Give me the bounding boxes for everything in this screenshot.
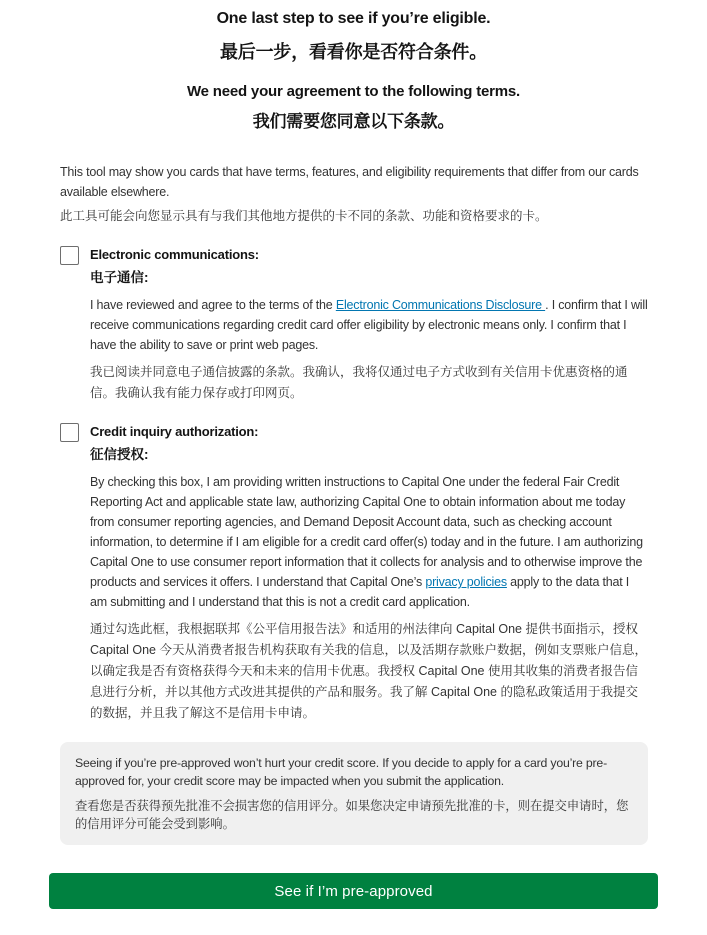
- notice-text-en: Seeing if you’re pre-approved won’t hurt your credit score. If you decide to apply for a card you’re pre-approved for, your credit score may be impacted when you submit the application.: [75, 756, 607, 788]
- page-subtitle-zh: 我们需要您同意以下条款。: [252, 112, 455, 131]
- credit-inquiry-term: [60, 422, 648, 724]
- credit-desc-before-link: By checking this box, I am providing written instructions to Capital One under the federal Fair Credit Reporting Act and applicable state law, authorizing Capital One to obtain information about me today from consumer reporting agencies, and Demand Deposit Account data, such as checking account information, to determine if I am eligible for a credit card offer(s) today and in the future. I am authorizing Capital One to use consumer report information that it collects for analysis and to otherwise improve the products and services it offers. I understand that Capital One’s: [90, 475, 643, 589]
- credit-inquiry-desc-zh: 通过勾选此框，我根据联邦《公平信用报告法》和适用的州法律向 Capital One 提供书面指示，授权 Capital One 今天从消费者报告机构获取有关我的信息，以及活期存款账户数据，例如支票账户信息，以确定我是否有资格获得今天和未来的信用卡优惠。我授权 Capital One 使用其收集的消费者报告信息进行分析，并以其他方式改进其提供的产品和服务。我了解 Capital One 的隐私政策适用于我提交的数据，并且我了解这不是信用卡申请。: [90, 622, 647, 720]
- electronic-communications-desc-zh: 我已阅读并同意电子通信披露的条款。我确认，我将仅通过电子方式收到有关信用卡优惠资格的通信。我确认我有能力保存或打印网页。: [90, 365, 628, 400]
- page-subtitle-en: We need your agreement to the following terms.: [186, 83, 521, 100]
- intro-text-en: This tool may show you cards that have terms, features, and eligibility requirements that differ from our cards available elsewhere.: [60, 165, 639, 199]
- electronic-communications-desc-en: [90, 295, 648, 355]
- electronic-communications-disclosure-link[interactable]: Electronic Communications Disclosure: [335, 298, 546, 312]
- credit-inquiry-checkbox[interactable]: [60, 423, 79, 442]
- electronic-desc-after-link: . I confirm that I will receive communications regarding credit card offer eligibility by electronic means only. I confirm that I have the ability to save or print web pages.: [90, 298, 648, 352]
- credit-inquiry-label-en: Credit inquiry authorization:: [90, 424, 259, 439]
- credit-inquiry-label-zh: 征信授权:: [90, 447, 149, 462]
- electronic-communications-label-en: Electronic communications:: [90, 247, 259, 262]
- intro-text-zh: 此工具可能会向您显示具有与我们其他地方提供的卡不同的条款、功能和资格要求的卡。: [60, 209, 548, 223]
- electronic-communications-term: [60, 245, 648, 404]
- terms-content: [0, 162, 707, 845]
- electronic-communications-label-zh: 电子通信:: [90, 270, 149, 285]
- credit-inquiry-desc-en: [90, 472, 648, 612]
- page-title-en: One last step to see if you’re eligible.: [216, 10, 491, 27]
- submit-button-row: [0, 873, 707, 909]
- page-title-zh: 最后一步，看看你是否符合条件。: [220, 42, 487, 62]
- pre-approval-terms-page: [0, 8, 707, 909]
- electronic-desc-before-link: I have reviewed and agree to the terms of the: [90, 298, 336, 312]
- notice-text-zh: 查看您是否获得预先批准不会损害您的信用评分。如果您决定申请预先批准的卡，则在提交申请时，您的信用评分可能会受到影响。: [75, 799, 629, 831]
- credit-desc-after-link: apply to the data that I am submitting and I understand that this is not a credit card application.: [90, 575, 630, 609]
- electronic-communications-checkbox[interactable]: [60, 246, 79, 265]
- preapproval-notice-box: [60, 742, 648, 845]
- see-if-pre-approved-button[interactable]: See if I’m pre-approved: [49, 873, 658, 909]
- privacy-policies-link[interactable]: privacy policies: [425, 575, 507, 589]
